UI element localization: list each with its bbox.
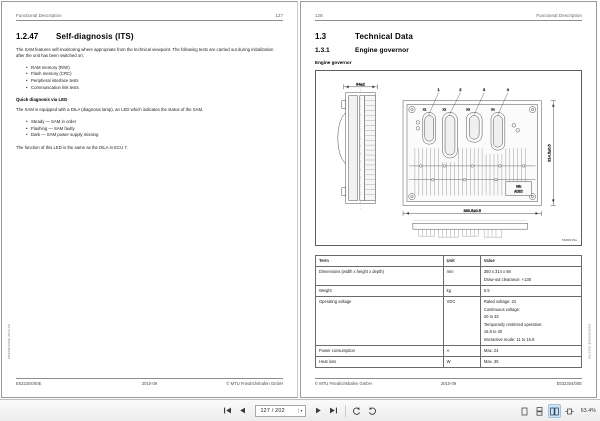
cell-unit: mm (443, 266, 480, 285)
section-heading-technical-data (315, 32, 582, 41)
list-item: • Dark — SAM power supply missing (26, 132, 283, 139)
view-facing-pages-button[interactable] (548, 404, 561, 418)
self-test-list (16, 65, 283, 92)
cell-value (480, 266, 581, 285)
footer-copyright: © MTU Friedrichshafen GmbH (315, 381, 372, 386)
callout-1: 1 (437, 86, 440, 92)
previous-page-icon (238, 406, 247, 415)
toolbar-separator (345, 405, 346, 417)
cell-value (480, 285, 581, 296)
footer-date: 2010-09 (440, 381, 457, 386)
page-footer-left (16, 378, 283, 386)
cell-value (480, 345, 581, 356)
cell-term: Weight (316, 285, 444, 296)
document-page-left[interactable] (1, 1, 298, 398)
value-line: Max. 24 (483, 347, 499, 353)
connector-label-x4: X4 (491, 107, 495, 112)
value-line: 16.8 to 20 (483, 329, 503, 335)
last-page-icon (329, 406, 338, 415)
next-page-button[interactable] (312, 404, 325, 418)
view-continuous-button[interactable] (533, 404, 546, 418)
figure-caption: Engine governor (315, 59, 352, 65)
engine-governor-drawing (315, 70, 582, 246)
dimension-right-label: 314.5±0.5 (546, 143, 552, 162)
document-page-right[interactable] (300, 1, 597, 398)
rotate-ccw-icon (352, 406, 362, 416)
running-head-left (16, 13, 283, 21)
callout-2: 2 (459, 86, 462, 92)
next-page-icon (314, 406, 323, 415)
value-line: 5.5 (483, 287, 490, 293)
list-item: • Peripheral interface tests (26, 78, 283, 85)
footer-doc-id: E532304/00E (556, 381, 582, 386)
running-head-title: Functional Description (16, 13, 62, 18)
cell-unit: W (443, 357, 480, 368)
zoom-level-label[interactable]: 63.4% (580, 408, 596, 414)
page-number-field[interactable] (255, 405, 305, 417)
facing-pages-icon (550, 407, 559, 416)
footer-doc-id: E532304/00E (16, 381, 42, 386)
brand-model: ADEC (514, 189, 524, 194)
technical-data-table (315, 255, 582, 369)
cell-unit: kg (443, 285, 480, 296)
chevron-down-icon[interactable]: ▾ (300, 408, 303, 413)
cell-value (480, 296, 581, 345)
first-page-button[interactable] (221, 404, 234, 418)
table-header-row (316, 255, 582, 266)
closing-paragraph: The function of this LED is the same as the DILA in ECU 7. (16, 145, 129, 151)
section-heading-self-diagnosis (16, 32, 283, 41)
first-page-icon (223, 406, 232, 415)
rotate-clockwise-button[interactable] (366, 404, 379, 418)
cell-term: Heat loss (316, 357, 444, 368)
connector-label-x1: X1 (422, 107, 427, 112)
connector-label-x2: X2 (442, 107, 447, 112)
viewer-toolbar (0, 399, 600, 421)
intro-paragraph: The SAM features self-monitoring where appropriate from the technical viewpoint. The following tests are carried out during initialization after the unit has been switched on: (16, 46, 274, 59)
previous-page-button[interactable] (236, 404, 249, 418)
running-head-right (315, 13, 582, 21)
value-line: 360 x 314 x 68 (483, 268, 511, 274)
table-row (316, 357, 582, 368)
view-fit-width-button[interactable] (563, 404, 576, 418)
value-line: Interactive mode: 11 to 16.8 (483, 336, 535, 342)
heading-number: 1.3.1 (315, 46, 330, 54)
engine-governor-svg (316, 71, 581, 245)
heading-number: 1.2.47 (16, 31, 39, 41)
heading-number: 1.3 (315, 31, 327, 41)
page-side-code-right: E532304/00E 2010-09 (587, 324, 592, 359)
value-line: Rated voltage: 24 (483, 299, 516, 305)
dimension-top-label: 84±2 (356, 80, 365, 86)
section-heading-engine-governor (315, 47, 582, 54)
fit-width-icon (565, 407, 574, 416)
table-row (316, 345, 582, 356)
page-side-code-left: E532304/00E 2010-09 (6, 324, 11, 359)
value-line: Temporarily restricted operation: (483, 321, 543, 327)
table-row (316, 266, 582, 285)
callout-3: 3 (482, 86, 486, 92)
dimension-bottom-label: 360.5±0.5 (463, 207, 481, 213)
column-header-value: Value (480, 255, 581, 266)
brand-name: mtu (516, 184, 522, 189)
heading-text: Technical Data (355, 31, 413, 41)
page-footer-right (315, 378, 582, 386)
heading-text: Engine governor (355, 46, 409, 54)
cell-term: Power consumption (316, 345, 444, 356)
list-item: • Flashing — SAM faulty (26, 126, 283, 133)
callout-4: 4 (506, 86, 509, 92)
footer-copyright: © MTU Friedrichshafen GmbH (226, 381, 283, 386)
table-row (316, 296, 582, 345)
view-single-page-button[interactable] (518, 404, 531, 418)
cell-term: Operating voltage (316, 296, 444, 345)
list-item: • Flash memory (CRC) (26, 71, 283, 78)
last-page-button[interactable] (327, 404, 340, 418)
cell-unit: A (443, 345, 480, 356)
value-line: 20 to 32 (483, 314, 499, 320)
rotate-cw-icon (367, 406, 377, 416)
column-header-unit: Unit (443, 255, 480, 266)
value-line: Max. 35 (483, 359, 499, 365)
cell-value (480, 357, 581, 368)
cell-term: Dimensions (width x height x depth) (316, 266, 444, 285)
led-intro-paragraph: The SAM is equipped with a DILA (diagnosis lamp), an LED which indicates the status of the SAM. (16, 107, 204, 113)
single-page-icon (520, 407, 529, 416)
subheading-quick-diagnosis: Quick diagnosis via LED (16, 97, 68, 103)
value-line: Draw-out clearance: +138 (483, 276, 531, 282)
view-mode-controls (518, 400, 596, 421)
connector-label-x3: X3 (466, 107, 470, 112)
cell-unit: VDC (443, 296, 480, 345)
navigation-controls (221, 404, 378, 418)
led-status-list (16, 119, 283, 139)
running-head-page-number: 127 (275, 13, 283, 18)
table-row (316, 285, 582, 296)
running-head-title: Functional Description (536, 13, 582, 18)
value-line: Continuous voltage: (483, 306, 521, 312)
column-header-term: Term (316, 255, 444, 266)
list-item: • Steady — SAM in order (26, 119, 283, 126)
list-item: • Communication link tests (26, 85, 283, 92)
heading-text: Self-diagnosis (ITS) (56, 31, 134, 41)
continuous-view-icon (535, 407, 544, 416)
running-head-page-number: 128 (315, 13, 323, 18)
drawing-reference-code: 5000015a (562, 237, 577, 242)
list-item: • RAM memory (R/W) (26, 65, 283, 72)
rotate-counter-clockwise-button[interactable] (351, 404, 364, 418)
footer-date: 2010-09 (141, 381, 158, 386)
page-number-value: 127 / 202 (260, 407, 285, 414)
